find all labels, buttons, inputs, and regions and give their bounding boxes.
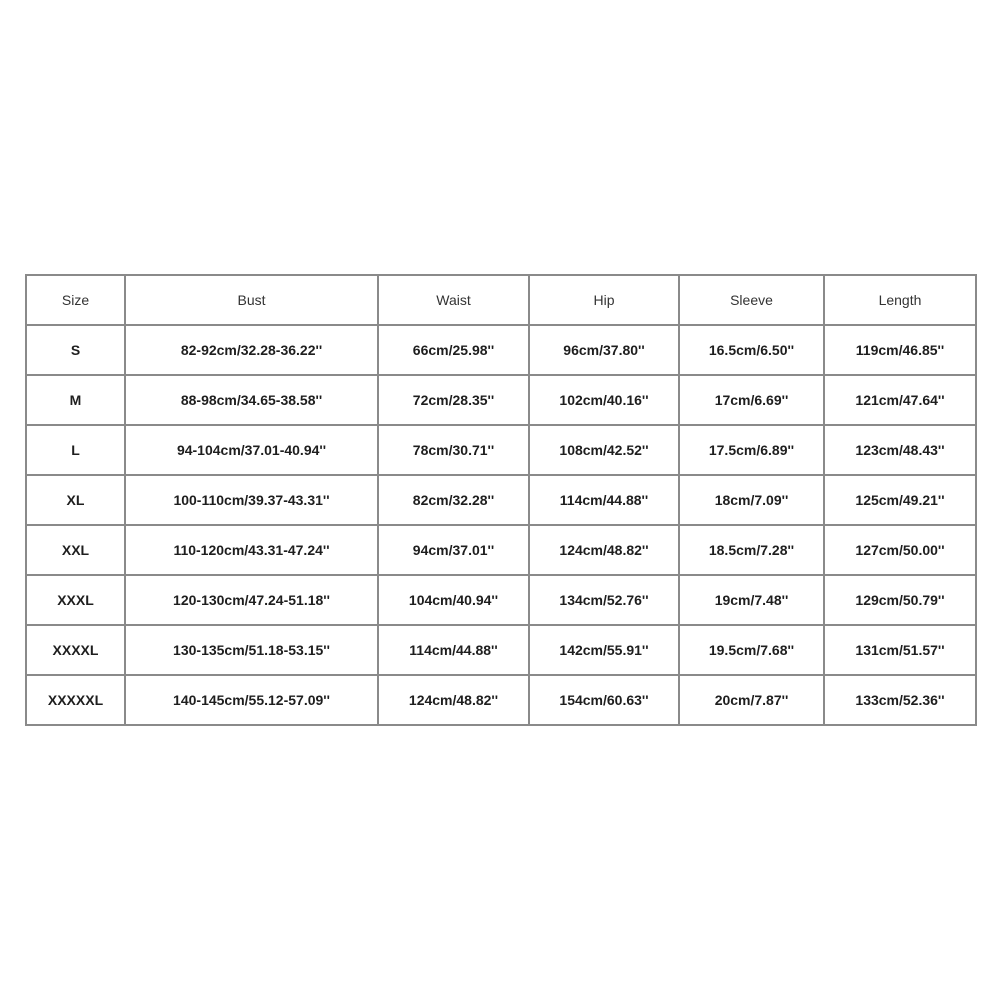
header-bust: Bust — [125, 275, 378, 325]
cell-waist: 66cm/25.98'' — [378, 325, 529, 375]
cell-sleeve: 16.5cm/6.50'' — [679, 325, 824, 375]
cell-length: 131cm/51.57'' — [824, 625, 976, 675]
cell-hip: 142cm/55.91'' — [529, 625, 679, 675]
cell-waist: 82cm/32.28'' — [378, 475, 529, 525]
cell-size: XXXXXL — [26, 675, 125, 725]
table-header — [26, 275, 976, 325]
cell-sleeve: 18.5cm/7.28'' — [679, 525, 824, 575]
cell-size: XXXL — [26, 575, 125, 625]
header-sleeve: Sleeve — [679, 275, 824, 325]
header-length: Length — [824, 275, 976, 325]
cell-hip: 96cm/37.80'' — [529, 325, 679, 375]
table-row — [26, 675, 976, 725]
cell-bust: 82-92cm/32.28-36.22'' — [125, 325, 378, 375]
cell-bust: 140-145cm/55.12-57.09'' — [125, 675, 378, 725]
table-row — [26, 425, 976, 475]
header-size: Size — [26, 275, 125, 325]
cell-waist: 124cm/48.82'' — [378, 675, 529, 725]
cell-waist: 104cm/40.94'' — [378, 575, 529, 625]
table-body — [26, 325, 976, 725]
cell-sleeve: 20cm/7.87'' — [679, 675, 824, 725]
header-waist: Waist — [378, 275, 529, 325]
table-row — [26, 375, 976, 425]
cell-waist: 94cm/37.01'' — [378, 525, 529, 575]
cell-size: M — [26, 375, 125, 425]
cell-bust: 100-110cm/39.37-43.31'' — [125, 475, 378, 525]
cell-length: 123cm/48.43'' — [824, 425, 976, 475]
table-row — [26, 325, 976, 375]
cell-size: XXL — [26, 525, 125, 575]
table-row — [26, 475, 976, 525]
cell-waist: 72cm/28.35'' — [378, 375, 529, 425]
cell-size: XXXXL — [26, 625, 125, 675]
cell-sleeve: 19.5cm/7.68'' — [679, 625, 824, 675]
cell-length: 129cm/50.79'' — [824, 575, 976, 625]
cell-length: 121cm/47.64'' — [824, 375, 976, 425]
cell-length: 119cm/46.85'' — [824, 325, 976, 375]
cell-bust: 130-135cm/51.18-53.15'' — [125, 625, 378, 675]
cell-bust: 88-98cm/34.65-38.58'' — [125, 375, 378, 425]
cell-hip: 114cm/44.88'' — [529, 475, 679, 525]
cell-bust: 94-104cm/37.01-40.94'' — [125, 425, 378, 475]
cell-size: XL — [26, 475, 125, 525]
header-hip: Hip — [529, 275, 679, 325]
cell-length: 125cm/49.21'' — [824, 475, 976, 525]
cell-hip: 124cm/48.82'' — [529, 525, 679, 575]
cell-length: 127cm/50.00'' — [824, 525, 976, 575]
cell-hip: 108cm/42.52'' — [529, 425, 679, 475]
size-chart-table — [25, 274, 977, 726]
table-row — [26, 625, 976, 675]
cell-sleeve: 17cm/6.69'' — [679, 375, 824, 425]
cell-waist: 78cm/30.71'' — [378, 425, 529, 475]
cell-waist: 114cm/44.88'' — [378, 625, 529, 675]
table-row — [26, 525, 976, 575]
cell-size: S — [26, 325, 125, 375]
cell-size: L — [26, 425, 125, 475]
cell-sleeve: 19cm/7.48'' — [679, 575, 824, 625]
cell-bust: 120-130cm/47.24-51.18'' — [125, 575, 378, 625]
cell-sleeve: 17.5cm/6.89'' — [679, 425, 824, 475]
table-row — [26, 575, 976, 625]
cell-sleeve: 18cm/7.09'' — [679, 475, 824, 525]
cell-bust: 110-120cm/43.31-47.24'' — [125, 525, 378, 575]
cell-hip: 102cm/40.16'' — [529, 375, 679, 425]
header-row — [26, 275, 976, 325]
cell-hip: 134cm/52.76'' — [529, 575, 679, 625]
cell-length: 133cm/52.36'' — [824, 675, 976, 725]
cell-hip: 154cm/60.63'' — [529, 675, 679, 725]
